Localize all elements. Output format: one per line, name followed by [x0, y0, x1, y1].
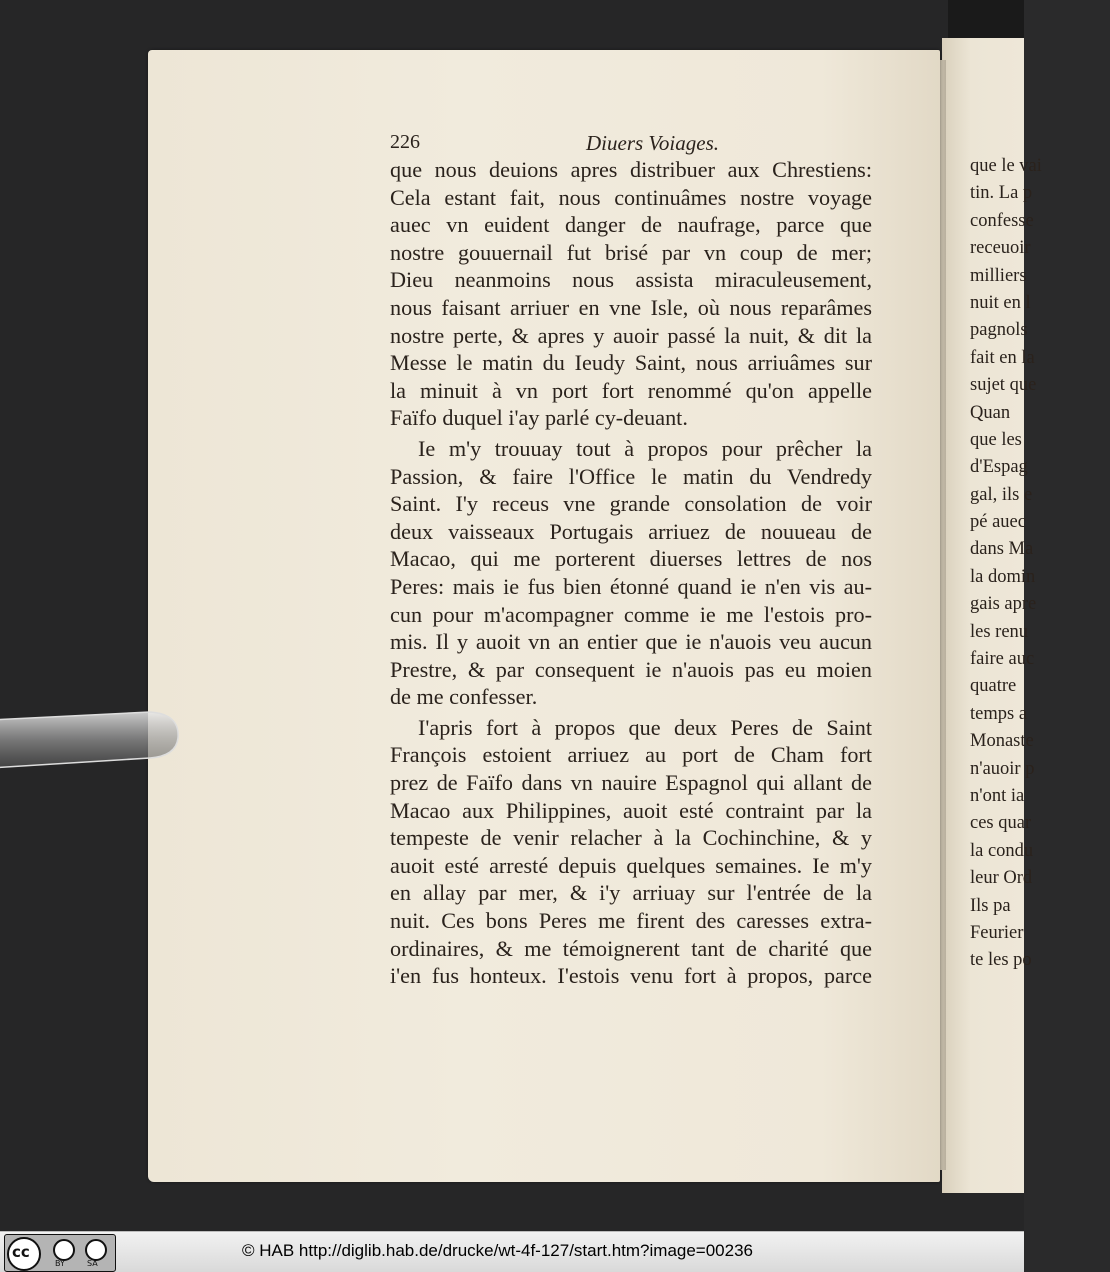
right-page-line: sujet que	[970, 375, 1037, 396]
right-page-line: milliers	[970, 265, 1027, 286]
right-page-line: ces quar	[970, 813, 1032, 834]
right-page-line: gal, ils e	[970, 484, 1033, 505]
right-page-line: nuit en l	[970, 292, 1031, 313]
right-page-line: faire auc	[970, 649, 1035, 670]
page-number: 226	[390, 131, 420, 153]
right-page-line: Ils pa	[970, 895, 1011, 916]
text-line: nostre gouuernail fut brisé par vn coup de mer;	[390, 239, 872, 265]
right-page-line: pagnols	[970, 320, 1028, 341]
text-line: Faïfo duquel i'ay parlé cy-deuant.	[390, 405, 688, 431]
text-line: Ie m'y trouuay tout à propos pour prêcher la	[418, 435, 872, 461]
right-page-line: n'auoir p	[970, 758, 1035, 779]
text-line: la minuit à vn port fort renommé qu'on appelle	[390, 377, 872, 403]
right-page-line: quatre	[970, 676, 1017, 697]
text-line: Macao, qui me porterent diuerses lettres de nos	[390, 546, 872, 572]
right-page-line: que le vai	[970, 156, 1042, 176]
source-url[interactable]: © HAB http://diglib.hab.de/drucke/wt-4f-127/start.htm?image=00236	[242, 1241, 754, 1260]
right-page-line: te les po	[970, 950, 1032, 971]
right-page-line: que les	[970, 429, 1022, 450]
right-page-line: d'Espag	[970, 457, 1028, 478]
running-title: Diuers Voiages.	[586, 131, 719, 155]
right-page-line: fait en la	[970, 347, 1035, 368]
right-page-line: tin. La p	[970, 183, 1033, 204]
license-sa-label: SA	[87, 1259, 98, 1268]
text-line: tempeste de venir relacher à la Cochinchine, & y	[390, 825, 872, 851]
text-line: nostre perte, & apres y auoir passé la nuit, & dit la	[390, 322, 872, 348]
text-line: François estoient arriuez au port de Cham fort	[390, 742, 872, 768]
right-page-line: n'ont ia	[970, 785, 1025, 806]
text-line: ordinaires, & me témoignerent tant de charité que	[390, 935, 872, 961]
text-line: de me confesser.	[390, 684, 538, 710]
right-page-line: les renu	[970, 621, 1029, 642]
text-line: Macao aux Philippines, auoit esté contraint par la	[390, 797, 872, 823]
text-line: cun pour m'acompagner comme ie me l'estois pro-	[390, 601, 872, 627]
right-page-line: confesse	[970, 210, 1034, 231]
share-alike-icon	[85, 1239, 107, 1261]
running-head	[390, 131, 870, 157]
right-page-line: temps a	[970, 703, 1028, 724]
right-page-text	[970, 153, 1110, 975]
text-line: i'en fus honteux. I'estois venu fort à propos, parce	[390, 963, 872, 989]
page-clip-tool	[0, 712, 182, 768]
right-page-line: pé auec	[970, 512, 1026, 533]
right-page-line: la domin	[970, 566, 1036, 587]
right-page-line: Monaste	[970, 731, 1034, 752]
text-line: Prestre, & par consequent ie n'auois pas eu moien	[390, 656, 872, 682]
license-by-label: BY	[55, 1259, 65, 1268]
text-line: nous faisant arriuer en vne Isle, où nous reparâmes	[390, 294, 872, 320]
attribution-icon	[53, 1239, 75, 1261]
body-text	[390, 156, 872, 990]
text-line: deux vaisseaux Portugais arriuez de nouueau de	[390, 518, 872, 544]
text-line: Dieu neanmoins nous assista miraculeusement,	[390, 267, 872, 293]
right-page-line: Quan	[970, 402, 1011, 423]
footer-bar	[0, 1231, 1024, 1272]
text-line: Peres: mais ie fus bien étonné quand ie n'en vis au-	[390, 573, 872, 599]
text-line: nuit. Ces bons Peres me firent des caresses extra-	[390, 908, 872, 934]
text-line: mis. Il y auoit vn an entier que ie n'auois veu aucun	[390, 629, 872, 655]
right-page-line: la condu	[970, 840, 1034, 861]
text-line: Cela estant fait, nous continuâmes nostre voyage	[390, 184, 872, 210]
right-page-line: leur Ord	[970, 868, 1033, 889]
text-line: Messe le matin du Ieudy Saint, nous arriuâmes sur	[390, 350, 872, 376]
text-line: I'apris fort à propos que deux Peres de Saint	[418, 714, 872, 740]
text-line: Saint. I'y receus vne grande consolation de voir	[390, 491, 872, 517]
text-line: en allay par mer, & i'y arriuay sur l'entrée de la	[390, 880, 872, 906]
cc-icon: cc	[7, 1237, 41, 1271]
text-line: auec vn euident danger de naufrage, parce que	[390, 212, 872, 238]
text-line: que nous deuions apres distribuer aux Chrestiens:	[390, 157, 872, 182]
right-page-line: receuoir	[970, 238, 1031, 259]
right-page-line: gais apre	[970, 594, 1037, 615]
text-line: Passion, & faire l'Office le matin du Vendredy	[390, 463, 872, 489]
right-page-line: Feurier	[970, 922, 1024, 943]
text-line: prez de Faïfo dans vn nauire Espagnol qui allant de	[390, 770, 872, 796]
right-page-line: dans Ma	[970, 539, 1034, 560]
cc-license-badge[interactable]	[4, 1234, 116, 1272]
text-line: auoit esté arresté depuis quelques semaines. Ie m'y	[390, 852, 872, 878]
